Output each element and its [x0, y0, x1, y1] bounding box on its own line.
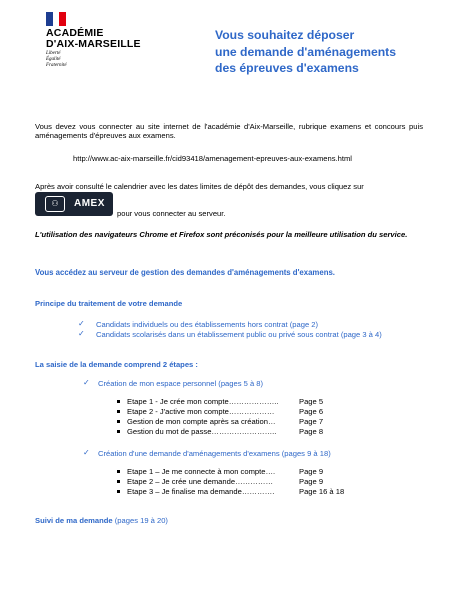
step1-row-4-page: Page 8: [299, 427, 324, 436]
title-line-3: des épreuves d'examens: [215, 61, 359, 75]
suivi-pages: (pages 19 à 20): [112, 516, 168, 525]
check-icon: ✓: [83, 378, 90, 387]
step1-row-3: Gestion de mon compte après sa création…: [127, 417, 276, 426]
republic-flag-icon: [46, 12, 66, 26]
check-icon: ✓: [83, 448, 90, 457]
suivi-label: Suivi de ma demande: [35, 516, 113, 525]
bullet-icon: [117, 470, 120, 473]
bullet-icon: [117, 490, 120, 493]
step2-row-3-page: Page 16 à 18: [299, 487, 345, 496]
amex-button-label: AMEX: [74, 197, 105, 209]
calendar-paragraph: Après avoir consulté le calendrier avec les dates limites de dépôt des demandes, vous cliquez sur: [35, 182, 364, 191]
amex-button[interactable]: [35, 192, 113, 216]
suivi-line: [35, 516, 168, 525]
step2-row-1-page: Page 9: [299, 467, 324, 476]
page-title: [215, 27, 396, 77]
motto-liberte: Liberté: [46, 51, 61, 56]
step2-row-2-page: Page 9: [299, 477, 324, 486]
check-icon: ✓: [78, 329, 85, 338]
robot-icon: ⚇: [45, 196, 65, 212]
step2-row-1: Etape 1 – Je me connecte à mon compte….: [127, 467, 276, 476]
logo-title-line2: D'AIX-MARSEILLE: [46, 38, 141, 50]
principle-item-1: Candidats individuels ou des établissements hors contrat (page 2): [96, 320, 319, 329]
step1-label: Création de mon espace personnel (pages 5 à 8): [98, 379, 264, 388]
principle-heading: Principe du traitement de votre demande: [35, 299, 183, 308]
motto-fraternite: Fraternité: [46, 63, 67, 68]
step2-row-3: Etape 3 – Je finalise ma demande………….: [127, 487, 275, 496]
logo-title-line1: ACADÉMIE: [46, 27, 104, 39]
step1-row-4: Gestion du mot de passe……………………..: [127, 427, 277, 436]
republic-motto: [46, 51, 67, 69]
site-link[interactable]: http://www.ac-aix-marseille.fr/cid93418/amenagement-epreuves-aux-examens.html: [73, 154, 352, 163]
step1-row-1-page: Page 5: [299, 397, 324, 406]
bullet-icon: [117, 480, 120, 483]
check-icon: ✓: [78, 319, 85, 328]
bullet-icon: [117, 430, 120, 433]
bullet-icon: [117, 410, 120, 413]
step2-row-2: Etape 2 – Je crée une demande……………: [127, 477, 274, 486]
flag-red: [59, 12, 66, 26]
browser-note: L'utilisation des navigateurs Chrome et Firefox sont préconisés pour la meilleure utilisation du service.: [35, 230, 408, 239]
step1-row-1: Etape 1 - Je crée mon compte………………..: [127, 397, 279, 406]
step2-label: Création d'une demande d'aménagements d'examens (pages 9 à 18): [98, 449, 331, 458]
access-heading: Vous accédez au serveur de gestion des demandes d'aménagements d'examens.: [35, 268, 335, 277]
flag-blue: [46, 12, 53, 26]
step1-row-3-page: Page 7: [299, 417, 324, 426]
intro-paragraph: Vous devez vous connecter au site internet de l'académie d'Aix-Marseille, rubrique examens et concours puis aménagements d'épreuves aux examens.: [35, 122, 423, 141]
flag-white: [53, 12, 60, 26]
saisie-heading: La saisie de la demande comprend 2 étapes :: [35, 360, 198, 369]
step1-row-2-page: Page 6: [299, 407, 324, 416]
principle-item-2: Candidats scolarisés dans un établissement public ou privé sous contrat (page 3 à 4): [96, 330, 382, 339]
step1-row-2: Etape 2 - J'active mon compte………………: [127, 407, 275, 416]
bullet-icon: [117, 420, 120, 423]
amex-suffix: pour vous connecter au serveur.: [117, 209, 226, 218]
academy-logo-title: [46, 28, 141, 50]
motto-egalite: Égalité: [46, 57, 61, 62]
title-line-1: Vous souhaitez déposer: [215, 28, 355, 42]
bullet-icon: [117, 400, 120, 403]
title-line-2: une demande d'aménagements: [215, 44, 397, 59]
